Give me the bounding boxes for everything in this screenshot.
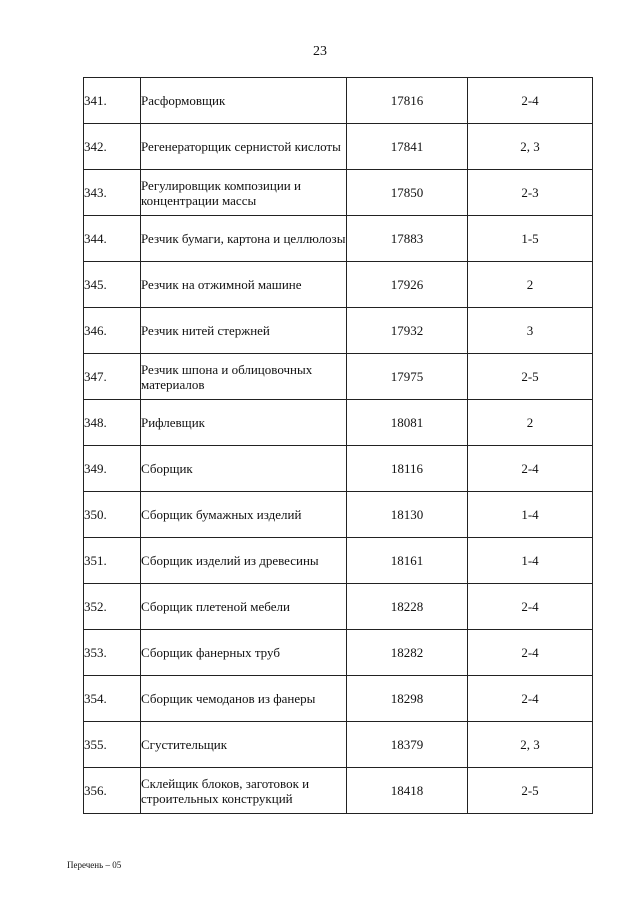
- profession-name: Сборщик изделий из древесины: [141, 538, 347, 584]
- professions-table-body: [84, 78, 593, 814]
- row-number: 343.: [84, 170, 141, 216]
- grade-range: 2: [468, 400, 593, 446]
- row-number: 350.: [84, 492, 141, 538]
- profession-name: Сборщик плетеной мебели: [141, 584, 347, 630]
- profession-code: 18298: [347, 676, 468, 722]
- row-number: 354.: [84, 676, 141, 722]
- table-row: [84, 676, 593, 722]
- row-number: 349.: [84, 446, 141, 492]
- profession-name: Регулировщик композиции и концентрации массы: [141, 170, 347, 216]
- grade-range: 1-4: [468, 538, 593, 584]
- grade-range: 2-4: [468, 78, 593, 124]
- table-row: [84, 262, 593, 308]
- profession-code: 17926: [347, 262, 468, 308]
- table-row: [84, 584, 593, 630]
- row-number: 342.: [84, 124, 141, 170]
- profession-code: 18081: [347, 400, 468, 446]
- table-row: [84, 124, 593, 170]
- profession-name: Сборщик чемоданов из фанеры: [141, 676, 347, 722]
- table-row: [84, 768, 593, 814]
- profession-code: 18116: [347, 446, 468, 492]
- grade-range: 2, 3: [468, 722, 593, 768]
- row-number: 351.: [84, 538, 141, 584]
- grade-range: 2-4: [468, 676, 593, 722]
- profession-name: Сборщик фанерных труб: [141, 630, 347, 676]
- row-number: 347.: [84, 354, 141, 400]
- table-row: [84, 492, 593, 538]
- profession-code: 17932: [347, 308, 468, 354]
- row-number: 353.: [84, 630, 141, 676]
- profession-code: 18418: [347, 768, 468, 814]
- profession-code: 17850: [347, 170, 468, 216]
- profession-code: 18282: [347, 630, 468, 676]
- row-number: 346.: [84, 308, 141, 354]
- grade-range: 1-4: [468, 492, 593, 538]
- profession-code: 18379: [347, 722, 468, 768]
- row-number: 344.: [84, 216, 141, 262]
- profession-code: 17816: [347, 78, 468, 124]
- row-number: 348.: [84, 400, 141, 446]
- profession-name: Сгустительщик: [141, 722, 347, 768]
- profession-code: 17883: [347, 216, 468, 262]
- row-number: 341.: [84, 78, 141, 124]
- profession-name: Сборщик: [141, 446, 347, 492]
- profession-code: 18161: [347, 538, 468, 584]
- grade-range: 2: [468, 262, 593, 308]
- grade-range: 2-5: [468, 768, 593, 814]
- row-number: 356.: [84, 768, 141, 814]
- grade-range: 1-5: [468, 216, 593, 262]
- row-number: 345.: [84, 262, 141, 308]
- row-number: 355.: [84, 722, 141, 768]
- grade-range: 2-4: [468, 446, 593, 492]
- profession-code: 17975: [347, 354, 468, 400]
- grade-range: 2-5: [468, 354, 593, 400]
- profession-name: Резчик нитей стержней: [141, 308, 347, 354]
- profession-name: Расформовщик: [141, 78, 347, 124]
- footer-label: Перечень – 05: [67, 860, 122, 870]
- table-row: [84, 400, 593, 446]
- table-row: [84, 630, 593, 676]
- profession-name: Резчик шпона и облицовочных материалов: [141, 354, 347, 400]
- profession-code: 17841: [347, 124, 468, 170]
- profession-name: Резчик на отжимной машине: [141, 262, 347, 308]
- grade-range: 2-4: [468, 584, 593, 630]
- table-row: [84, 538, 593, 584]
- grade-range: 2-4: [468, 630, 593, 676]
- page-number: 23: [313, 44, 327, 59]
- table-row: [84, 78, 593, 124]
- table-row: [84, 216, 593, 262]
- profession-code: 18130: [347, 492, 468, 538]
- table-row: [84, 170, 593, 216]
- table-row: [84, 722, 593, 768]
- profession-name: Склейщик блоков, заготовок и строительных конструкций: [141, 768, 347, 814]
- profession-name: Резчик бумаги, картона и целлюлозы: [141, 216, 347, 262]
- grade-range: 2, 3: [468, 124, 593, 170]
- professions-table: [83, 77, 593, 814]
- table-row: [84, 446, 593, 492]
- grade-range: 2-3: [468, 170, 593, 216]
- profession-name: Сборщик бумажных изделий: [141, 492, 347, 538]
- profession-name: Рифлевщик: [141, 400, 347, 446]
- profession-name: Регенераторщик сернистой кислоты: [141, 124, 347, 170]
- row-number: 352.: [84, 584, 141, 630]
- table-row: [84, 308, 593, 354]
- grade-range: 3: [468, 308, 593, 354]
- table-row: [84, 354, 593, 400]
- profession-code: 18228: [347, 584, 468, 630]
